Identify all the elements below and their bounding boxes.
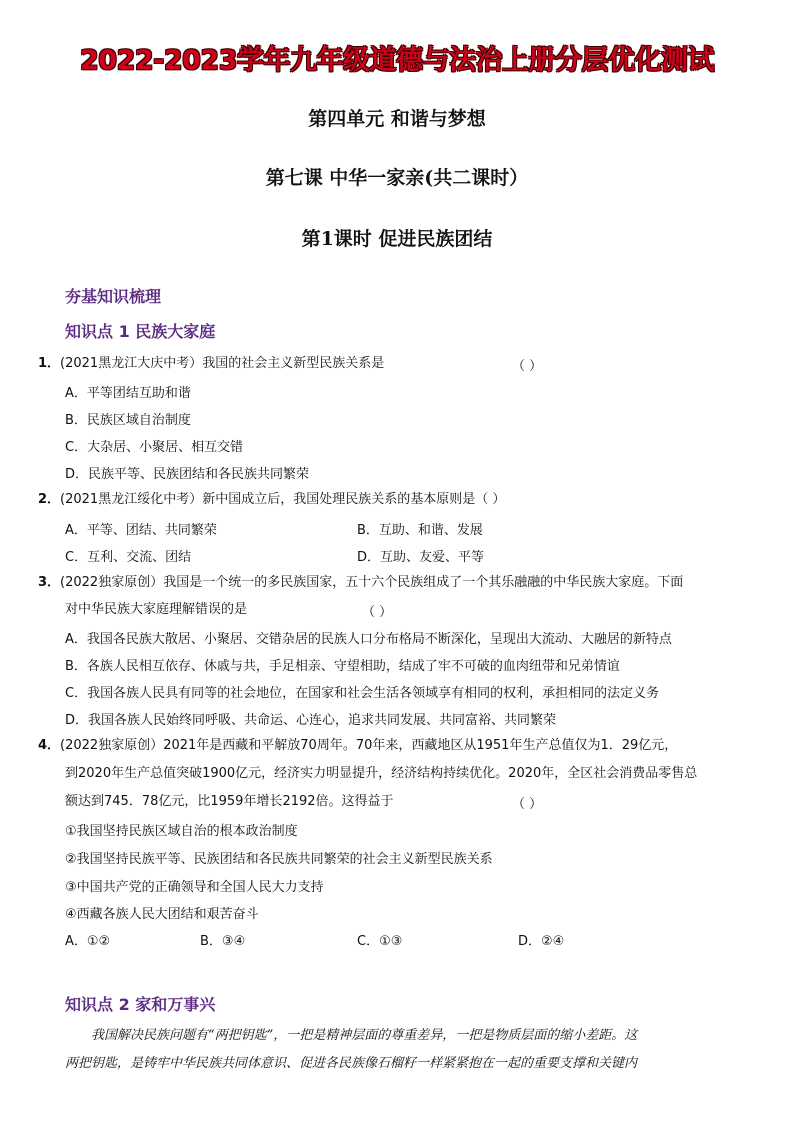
- question-4-item: ④西藏各族人民大团结和艰苦奋斗: [65, 907, 259, 922]
- question-4-stem-continued: 额达到745．78亿元，比1959年增长2192倍。这得益于: [65, 794, 394, 809]
- question-4-item: ②我国坚持民族平等、民族团结和各民族共同繁荣的社会主义新型民族关系: [65, 852, 493, 867]
- question-4-stem-continued: 到2020年生产总值突破1900亿元，经济实力明显提升，经济结构持续优化。2020年，全区社会消费品零售总: [65, 766, 698, 781]
- question-3-stem-continued: 对中华民族大家庭理解错误的是: [65, 602, 248, 617]
- question-2-option: D．互助、友爱、平等: [357, 550, 485, 565]
- question-2-option: A．平等、团结、共同繁荣: [65, 523, 217, 538]
- question-4-option: B．③④: [200, 934, 246, 949]
- question-1-option: C．大杂居、小聚居、相互交错: [65, 440, 244, 455]
- question-1-option: A．平等团结互助和谐: [65, 386, 191, 401]
- question-3-option: C．我国各族人民具有同等的社会地位，在国家和社会生活各领域享有相同的权利，承担相同的法定义务: [65, 686, 660, 701]
- question-2-option: B．互助、和谐、发展: [357, 523, 483, 538]
- question-2-stem: 2．(2021黑龙江绥化中考）新中国成立后，我国处理民族关系的基本原则是（ ）: [38, 492, 506, 507]
- question-4-option: A．①②: [65, 934, 111, 949]
- question-4-blank: （ ）: [512, 797, 543, 812]
- question-3-stem: 3．(2022独家原创）我国是一个统一的多民族国家，五十六个民族组成了一个其乐融融的中华民族大家庭。下面: [38, 575, 684, 590]
- period-title: 第1课时 促进民族团结: [301, 228, 493, 250]
- main-title: 2022-2023学年九年级道德与法治上册分层优化测试: [80, 45, 714, 76]
- question-1-option: D．民族平等、民族团结和各民族共同繁荣: [65, 467, 310, 482]
- question-3-option: A．我国各民族大散居、小聚居、交错杂居的民族人口分布格局不断深化，呈现出大流动、大融居的新特点: [65, 632, 672, 647]
- passage-line: 两把钥匙，是铸牢中华民族共同体意识、促进各民族像石榴籽一样紧紧抱在一起的重要支撑和关键内: [65, 1056, 638, 1071]
- question-2-option: C．互利、交流、团结: [65, 550, 192, 565]
- question-4-option: C．①③: [357, 934, 403, 949]
- knowledge-point-1-title: 知识点 1 民族大家庭: [65, 322, 216, 341]
- section-title: 夯基知识梳理: [65, 287, 162, 306]
- question-1-option: B．民族区域自治制度: [65, 413, 191, 428]
- question-4-item: ①我国坚持民族区域自治的根本政治制度: [65, 824, 298, 839]
- lesson-title: 第七课 中华一家亲(共二课时）: [265, 167, 529, 189]
- question-3-option: D．我国各族人民始终同呼吸、共命运、心连心，追求共同发展、共同富裕、共同繁荣: [65, 713, 557, 728]
- question-4-stem: 4．(2022独家原创）2021年是西藏和平解放70周年。70年来，西藏地区从1951年生产总值仅为1．29亿元，: [38, 738, 678, 753]
- question-1-stem: 1．(2021黑龙江大庆中考）我国的社会主义新型民族关系是: [38, 356, 385, 371]
- knowledge-point-2-title: 知识点 2 家和万事兴: [65, 995, 216, 1014]
- question-number: 1．: [38, 356, 61, 371]
- question-3-blank: （ ）: [362, 605, 393, 620]
- question-3-option: B．各族人民相互依存、休戚与共，手足相亲、守望相助，结成了牢不可破的血肉纽带和兄弟情谊: [65, 659, 620, 674]
- unit-title: 第四单元 和谐与梦想: [308, 108, 486, 130]
- passage-line: 我国解决民族问题有“两把钥匙”，一把是精神层面的尊重差异，一把是物质层面的缩小差距。这: [91, 1028, 638, 1043]
- question-number: 4．: [38, 738, 61, 753]
- question-number: 2．: [38, 492, 61, 507]
- question-1-blank: （ ）: [512, 359, 543, 374]
- question-4-item: ③中国共产党的正确领导和全国人民大力支持: [65, 880, 324, 895]
- question-number: 3．: [38, 575, 61, 590]
- question-4-option: D．②④: [518, 934, 565, 949]
